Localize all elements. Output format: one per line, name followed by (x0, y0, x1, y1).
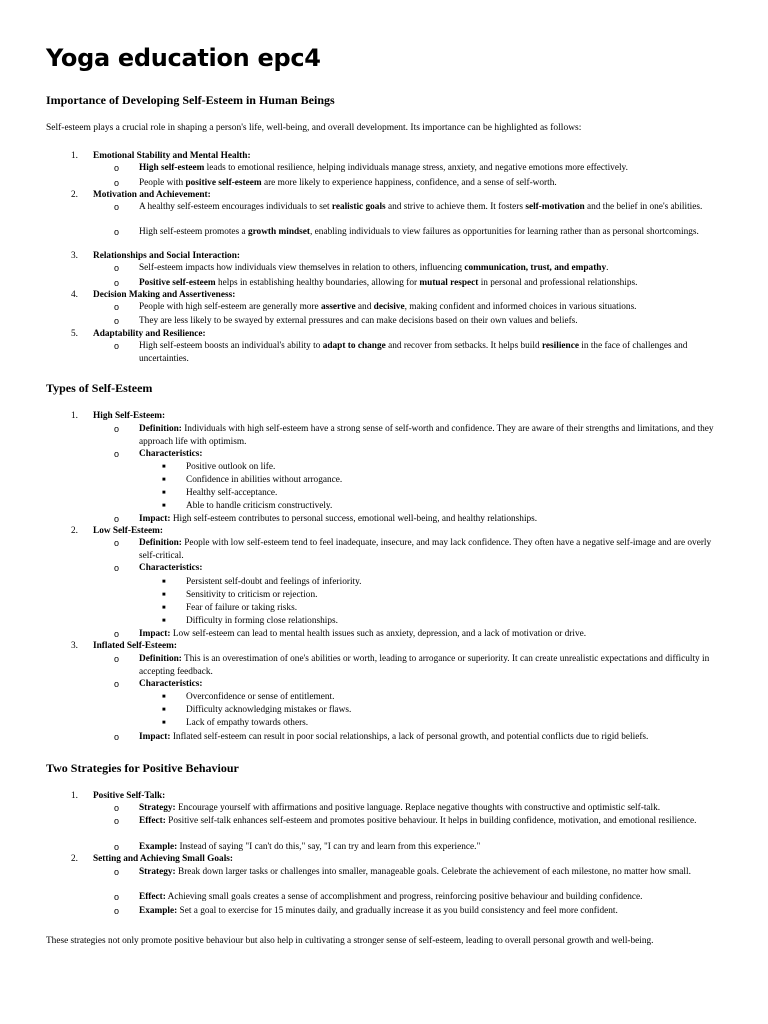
sub-bullet-marker: o (114, 302, 120, 312)
characteristics-label: Characteristics: (139, 679, 203, 689)
list-sub-item: Positive self-esteem helps in establishing healthy boundaries, allowing for mutual respect in personal and professional relationships. (139, 278, 638, 288)
list-number: 4. (71, 290, 78, 300)
sub-bullet-marker: o (114, 202, 120, 212)
sub-bullet-marker: o (114, 163, 120, 173)
sub-bullet-marker: o (114, 892, 120, 902)
list-sub-item: High self-esteem promotes a growth mindset, enabling individuals to view failures as opportunities for learning rather than as personal shortcomings. (139, 227, 699, 237)
list-number: 2. (71, 190, 78, 200)
characteristic-item: Healthy self-acceptance. (186, 488, 278, 498)
list-sub-item: High self-esteem leads to emotional resilience, helping individuals manage stress, anxiety, and negative emotions more effectively. (139, 163, 628, 173)
effect-item: Effect: Positive self-talk enhances self-esteem and promotes positive behaviour. It helps in building confidence, motivation, and emotional resilience. (139, 816, 697, 826)
effect-item: Effect: Achieving small goals creates a sense of accomplishment and progress, reinforcing positive behaviour and building confidence. (139, 892, 643, 902)
sub-bullet-marker: o (114, 842, 120, 852)
sub-bullet-marker: o (114, 816, 120, 826)
impact-item: Impact: High self-esteem contributes to personal success, emotional well-being, and healthy relationships. (139, 514, 538, 524)
characteristic-item: Able to handle criticism constructively. (186, 501, 333, 511)
list-number: 1. (71, 791, 78, 801)
section-heading-types: Types of Self-Esteem (46, 381, 153, 395)
section-intro: Self-esteem plays a crucial role in shaping a person's life, well-being, and overall development. Its importance can be highlighted as follows: (46, 123, 582, 133)
sub-bullet-marker: o (114, 341, 120, 351)
square-bullet-marker: ■ (162, 490, 166, 496)
characteristic-item: Lack of empathy towards others. (186, 718, 309, 728)
sub-bullet-marker: o (114, 263, 120, 273)
characteristics-label: Characteristics: (139, 449, 203, 459)
square-bullet-marker: ■ (162, 464, 166, 470)
characteristics-label: Characteristics: (139, 563, 203, 573)
sub-bullet-marker: o (114, 563, 120, 573)
sub-bullet-marker: o (114, 906, 120, 916)
list-item-title: Decision Making and Assertiveness: (93, 290, 236, 300)
list-number: 2. (71, 526, 78, 536)
example-item: Example: Instead of saying "I can't do this," say, "I can try and learn from this experience." (139, 842, 481, 852)
list-item-title: Positive Self-Talk: (93, 791, 166, 801)
sub-bullet-marker: o (114, 629, 120, 639)
sub-bullet-marker: o (114, 316, 120, 326)
characteristic-item: Overconfidence or sense of entitlement. (186, 692, 335, 702)
list-sub-item: A healthy self-esteem encourages individuals to set realistic goals and strive to achieve them. It fosters self-motivation and the belief in one's abilities. (139, 202, 703, 212)
sub-bullet-marker: o (114, 867, 120, 877)
sub-bullet-marker: o (114, 803, 120, 813)
list-item-title: Motivation and Achievement: (93, 190, 211, 200)
square-bullet-marker: ■ (162, 477, 166, 483)
list-number: 1. (71, 151, 78, 161)
list-item-title: Low Self-Esteem: (93, 526, 163, 536)
document-title: Yoga education epc4 (46, 44, 321, 72)
sub-bullet-marker: o (114, 449, 120, 459)
list-number: 5. (71, 329, 78, 339)
square-bullet-marker: ■ (162, 707, 166, 713)
definition-item: Definition: People with low self-esteem tend to feel inadequate, insecure, and may lack confidence. They often have a negative self-image and are overly self-critical. (139, 538, 712, 561)
characteristic-item: Difficulty acknowledging mistakes or flaws. (186, 705, 352, 715)
square-bullet-marker: ■ (162, 605, 166, 611)
list-sub-item: People with high self-esteem are generally more assertive and decisive, making confident and informed choices in various situations. (139, 302, 637, 312)
characteristic-item: Difficulty in forming close relationships. (186, 616, 338, 626)
list-sub-item: Self-esteem impacts how individuals view themselves in relation to others, influencing communication, trust, and empathy. (139, 263, 609, 273)
sub-bullet-marker: o (114, 679, 120, 689)
list-sub-item: They are less likely to be swayed by external pressures and can make decisions based on their own values and beliefs. (139, 316, 578, 326)
sub-bullet-marker: o (114, 654, 120, 664)
characteristic-item: Persistent self-doubt and feelings of inferiority. (186, 577, 362, 587)
list-item-title: Setting and Achieving Small Goals: (93, 854, 233, 864)
section-heading-importance: Importance of Developing Self-Esteem in Human Beings (46, 93, 335, 107)
list-sub-item: People with positive self-esteem are more likely to experience happiness, confidence, and a sense of self-worth. (139, 178, 557, 188)
square-bullet-marker: ■ (162, 579, 166, 585)
list-number: 1. (71, 411, 78, 421)
square-bullet-marker: ■ (162, 694, 166, 700)
square-bullet-marker: ■ (162, 503, 166, 509)
sub-bullet-marker: o (114, 278, 120, 288)
square-bullet-marker: ■ (162, 592, 166, 598)
impact-item: Impact: Low self-esteem can lead to mental health issues such as anxiety, depression, and a lack of motivation or drive. (139, 629, 587, 639)
list-item-title: Relationships and Social Interaction: (93, 251, 240, 261)
characteristic-item: Sensitivity to criticism or rejection. (186, 590, 318, 600)
characteristic-item: Positive outlook on life. (186, 462, 276, 472)
list-item-title: High Self-Esteem: (93, 411, 166, 421)
strategy-item: Strategy: Break down larger tasks or challenges into smaller, manageable goals. Celebrate the achievement of each milestone, no matter how small. (139, 867, 691, 877)
definition-item: Definition: Individuals with high self-esteem have a strong sense of self-worth and confidence. They are aware of their strengths and limitations, and they approach life with optimism. (139, 424, 714, 447)
strategy-item: Strategy: Encourage yourself with affirmations and positive language. Replace negative thoughts with constructive and optimistic self-talk. (139, 803, 661, 813)
list-item-title: Emotional Stability and Mental Health: (93, 151, 251, 161)
list-sub-item: High self-esteem boosts an individual's ability to adapt to change and recover from setbacks. It helps build resilience in the face of challenges and uncertainties. (139, 341, 688, 364)
characteristic-item: Confidence in abilities without arrogance. (186, 475, 343, 485)
example-item: Example: Set a goal to exercise for 15 minutes daily, and gradually increase it as you build consistency and feel more confident. (139, 906, 618, 916)
sub-bullet-marker: o (114, 178, 120, 188)
closing-paragraph: These strategies not only promote positive behaviour but also help in cultivating a stronger sense of self-esteem, leading to overall personal growth and well-being. (46, 936, 654, 946)
sub-bullet-marker: o (114, 538, 120, 548)
section-heading-strategies: Two Strategies for Positive Behaviour (46, 761, 239, 775)
list-number: 3. (71, 251, 78, 261)
list-item-title: Inflated Self-Esteem: (93, 641, 177, 651)
square-bullet-marker: ■ (162, 720, 166, 726)
characteristic-item: Fear of failure or taking risks. (186, 603, 298, 613)
list-number: 2. (71, 854, 78, 864)
square-bullet-marker: ■ (162, 618, 166, 624)
sub-bullet-marker: o (114, 424, 120, 434)
sub-bullet-marker: o (114, 227, 120, 237)
list-item-title: Adaptability and Resilience: (93, 329, 206, 339)
sub-bullet-marker: o (114, 514, 120, 524)
definition-item: Definition: This is an overestimation of one's abilities or worth, leading to arrogance or superiority. It can create unrealistic expectations and difficulty in accepting feedback. (139, 654, 710, 677)
impact-item: Impact: Inflated self-esteem can result in poor social relationships, a lack of personal growth, and potential conflicts due to rigid beliefs. (139, 732, 649, 742)
list-number: 3. (71, 641, 78, 651)
sub-bullet-marker: o (114, 732, 120, 742)
